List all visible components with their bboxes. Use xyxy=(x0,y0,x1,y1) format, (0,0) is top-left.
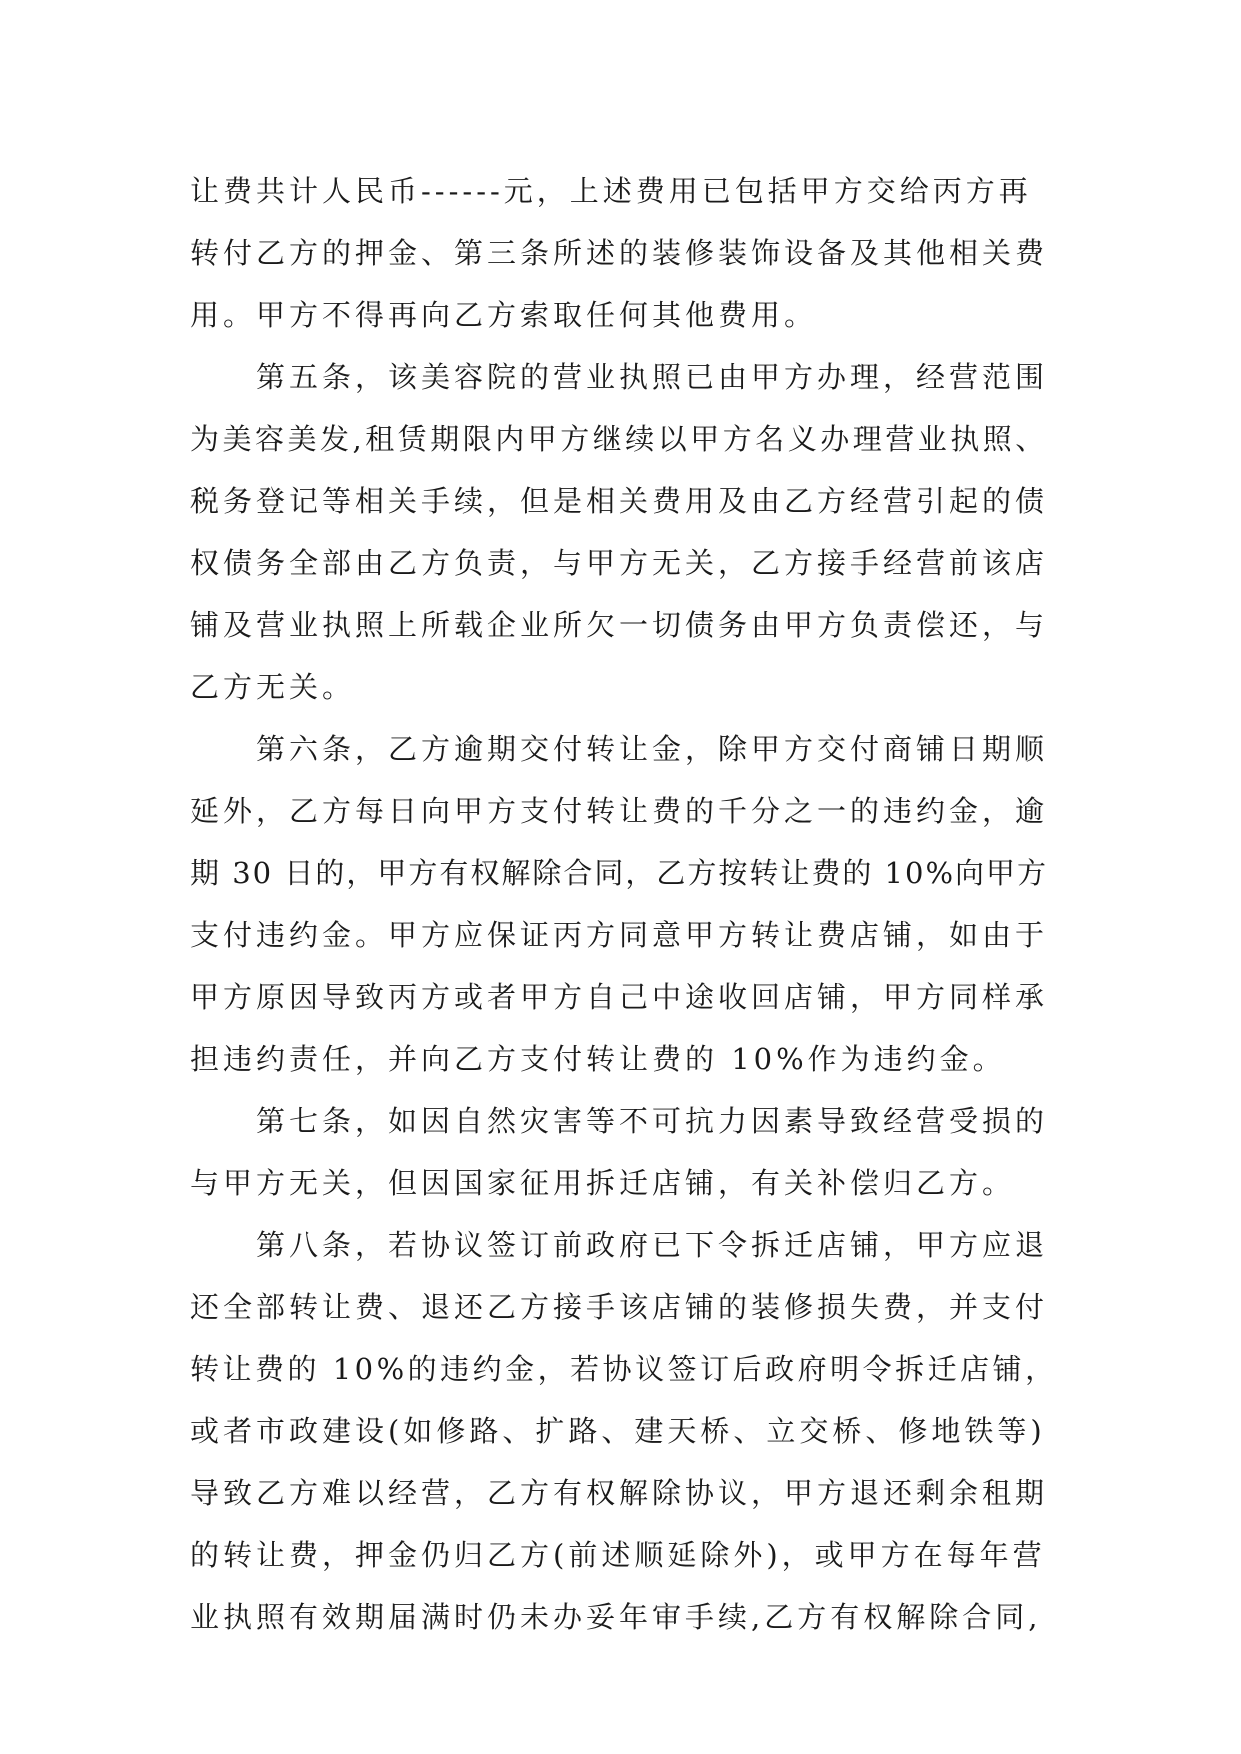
text-line: 第七条，如因自然灾害等不可抗力因素导致经营受损的 xyxy=(256,1104,1049,1138)
text-line: 导致乙方难以经营，乙方有权解除协议，甲方退还剩余租期 xyxy=(190,1476,1049,1510)
text-line: 权债务全部由乙方负责，与甲方无关，乙方接手经营前该店 xyxy=(190,546,1049,580)
text-line: 第五条，该美容院的营业执照已由甲方办理，经营范围 xyxy=(256,360,1049,394)
text-line: 还全部转让费、退还乙方接手该店铺的装修损失费，并支付 xyxy=(190,1290,1049,1324)
document-body xyxy=(190,160,1060,1648)
text-line: 甲方原因导致丙方或者甲方自己中途收回店铺，甲方同样承 xyxy=(190,980,1049,1014)
text-line: 支付违约金。甲方应保证丙方同意甲方转让费店铺，如由于 xyxy=(190,918,1049,952)
text-line: 用。甲方不得再向乙方索取任何其他费用。 xyxy=(190,298,818,332)
text-line: 乙方无关。 xyxy=(190,670,356,704)
text-line: 担违约责任，并向乙方支付转让费的 10%作为违约金。 xyxy=(190,1042,1006,1076)
text-line: 转付乙方的押金、第三条所述的装修装饰设备及其他相关费 xyxy=(190,236,1049,270)
text-line: 税务登记等相关手续，但是相关费用及由乙方经营引起的债 xyxy=(190,484,1049,518)
text-line: 业执照有效期届满时仍未办妥年审手续,乙方有权解除合同, xyxy=(190,1600,1042,1634)
text-line: 转让费的 10%的违约金，若协议签订后政府明令拆迁店铺， xyxy=(190,1352,1058,1386)
text-line: 为美容美发,租赁期限内甲方继续以甲方名义办理营业执照、 xyxy=(190,422,1048,456)
text-line: 或者市政建设(如修路、扩路、建天桥、立交桥、修地铁等) xyxy=(190,1414,1046,1448)
text-line: 第八条，若协议签订前政府已下令拆迁店铺，甲方应退 xyxy=(256,1228,1049,1262)
text-line: 铺及营业执照上所载企业所欠一切债务由甲方负责偿还，与 xyxy=(190,608,1049,642)
text-line: 让费共计人民币------元，上述费用已包括甲方交给丙方再 xyxy=(190,174,1032,208)
text-line: 延外，乙方每日向甲方支付转让费的千分之一的违约金，逾 xyxy=(190,794,1049,828)
text-line: 期 30 日的，甲方有权解除合同，乙方按转让费的 10%向甲方 xyxy=(190,856,1049,890)
text-line: 与甲方无关，但因国家征用拆迁店铺，有关补偿归乙方。 xyxy=(190,1166,1016,1200)
text-line: 第六条，乙方逾期交付转让金，除甲方交付商铺日期顺 xyxy=(256,732,1049,766)
text-line: 的转让费，押金仍归乙方(前述顺延除外)，或甲方在每年营 xyxy=(190,1538,1046,1572)
